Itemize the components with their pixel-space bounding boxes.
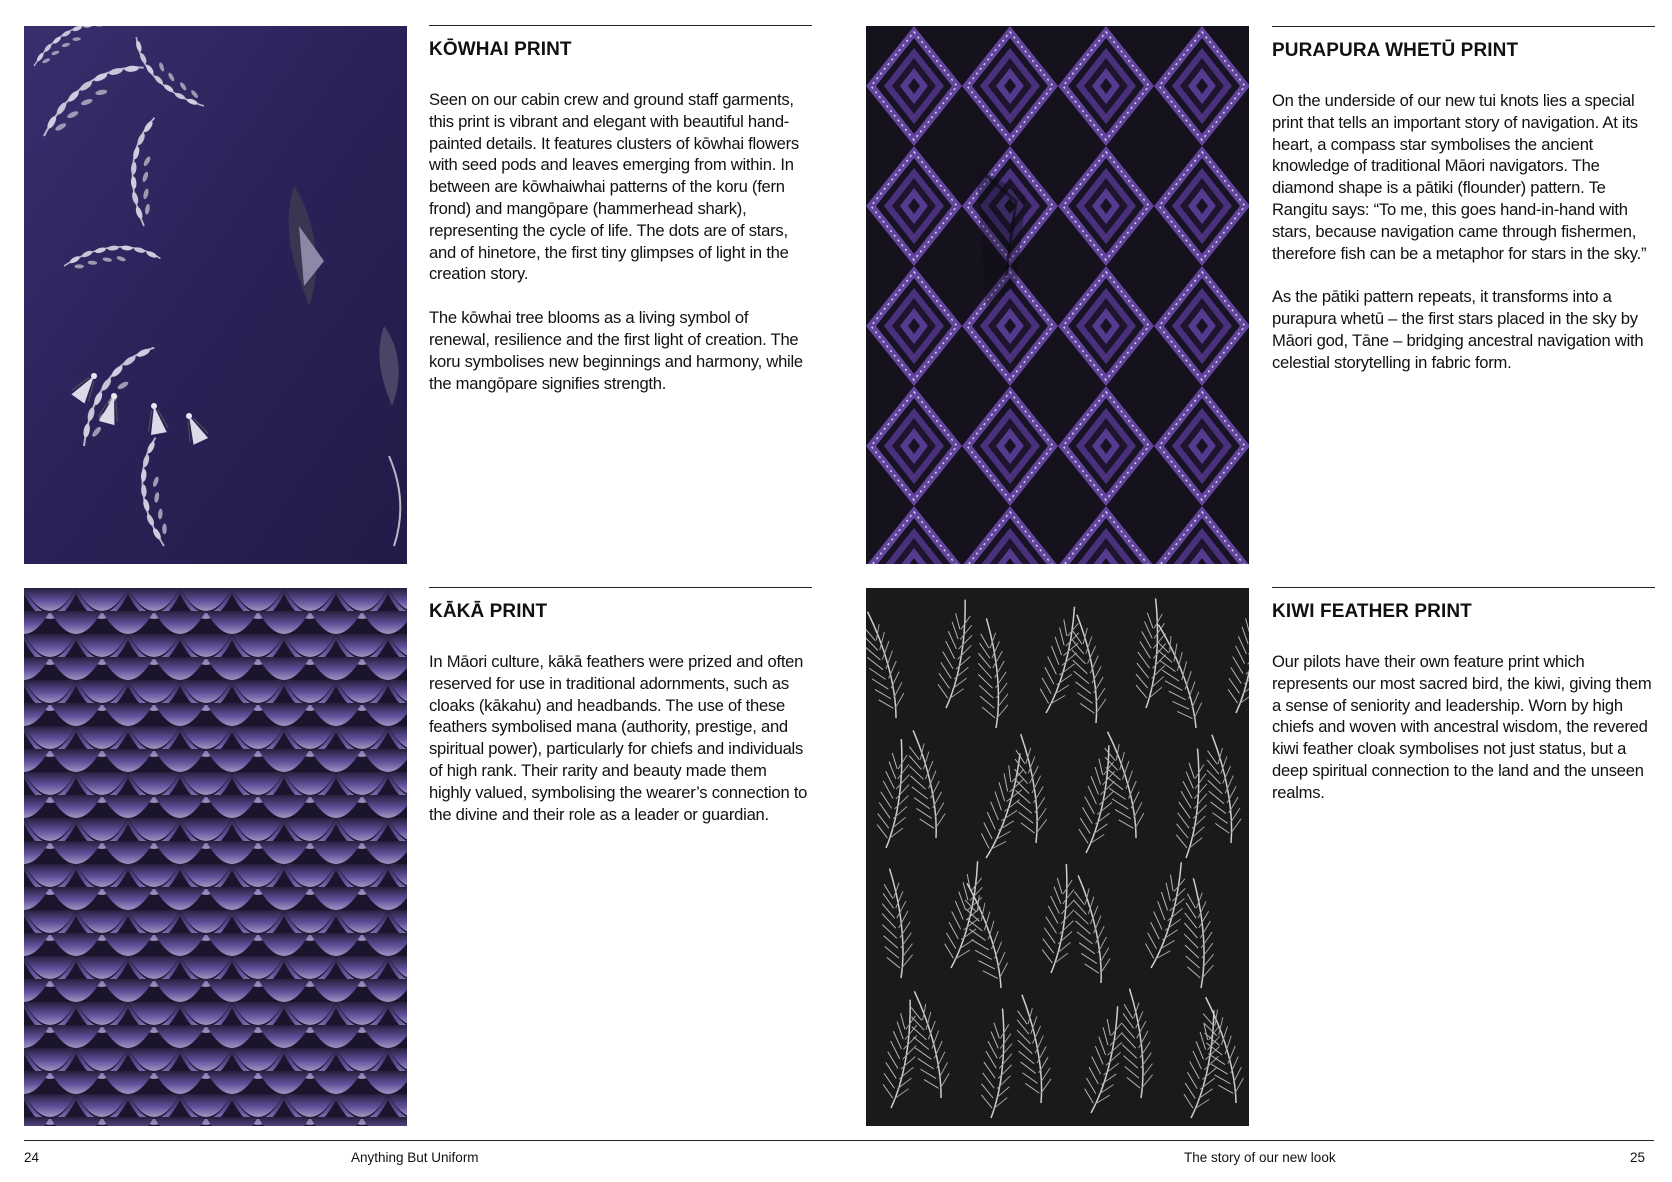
left-running-title: Anything But Uniform <box>351 1150 479 1165</box>
kaka-paragraph-1: In Māori culture, kākā feathers were prized and often reserved for use in traditional adornments, such as cloaks (kākahu) and headbands. The use of these feathers symbolised mana (authority, prestige, and spiritual power), particularly for chiefs and individuals of high rank. Their rarity and beauty made them highly valued, symbolising the wearer’s connection to the divine and their role as a leader or guardian. <box>429 652 808 824</box>
kowhai-paragraph-2: The kōwhai tree blooms as a living symbol of renewal, resilience and the first light of creation. The koru symbolises new beginnings and harmony, while the mangōpare signifies strength. <box>429 308 803 393</box>
purapura-whetu-title: PURAPURA WHETŪ PRINT <box>1272 40 1519 61</box>
purapura-whetu-paragraph-1: On the underside of our new tui knots lies a special print that tells an important story of navigation. At its heart, a compass star symbolises the ancient knowledge of traditional Māori navigators. The diamond shape is a pātiki (flounder) pattern. Te Rangitu says: “To me, this goes hand-in-hand with stars, because navigation came through fishermen, therefore fish can be a metaphor for stars in the sky.” <box>1272 91 1647 263</box>
kiwi-feather-paragraph-1: Our pilots have their own feature print which represents our most sacred bird, the kiwi, giving them a sense of seniority and leadership. Worn by high chiefs and woven with ancestral wisdom, the revered kiwi feather cloak symbolises not just status, but a deep spiritual connection to the land and the unseen realms. <box>1272 652 1652 802</box>
kowhai-paragraph-1: Seen on our cabin crew and ground staff garments, this print is vibrant and elegant with beautiful hand-painted details. It features clusters of kōwhai flowers with seed pods and leaves emerging from within. In between are kōwhaiwhai patterns of the koru (fern frond) and mangōpare (hammerhead shark), representing the cycle of life. The dots are of stars, and of hinetore, the first tiny glimpses of light in the creation story. <box>429 90 799 284</box>
section-rule <box>429 587 812 588</box>
section-rule <box>1272 26 1655 27</box>
purapura-whetu-print-photo <box>866 26 1249 564</box>
kowhai-print-photo <box>24 26 407 564</box>
kaka-section <box>429 587 812 825</box>
purapura-whetu-paragraph-2: As the pātiki pattern repeats, it transforms into a purapura whetū – the first stars placed in the sky by Māori god, Tāne – bridging ancestral navigation with celestial storytelling in fabric form. <box>1272 287 1644 372</box>
right-page-number: 25 <box>1630 1150 1646 1165</box>
kiwi-feather-title: KIWI FEATHER PRINT <box>1272 601 1472 622</box>
section-rule <box>1272 587 1655 588</box>
right-running-title: The story of our new look <box>1184 1150 1336 1165</box>
kowhai-title: KŌWHAI PRINT <box>429 39 572 60</box>
footer-rule <box>24 1140 1654 1141</box>
kiwi-feather-section <box>1272 587 1655 804</box>
kaka-print-photo <box>24 588 407 1126</box>
kaka-title: KĀKĀ PRINT <box>429 601 548 622</box>
section-rule <box>429 25 812 26</box>
kiwi-feather-print-photo <box>866 588 1249 1126</box>
kowhai-section <box>429 25 812 394</box>
left-page-number: 24 <box>24 1150 40 1165</box>
purapura-whetu-section <box>1272 26 1655 374</box>
